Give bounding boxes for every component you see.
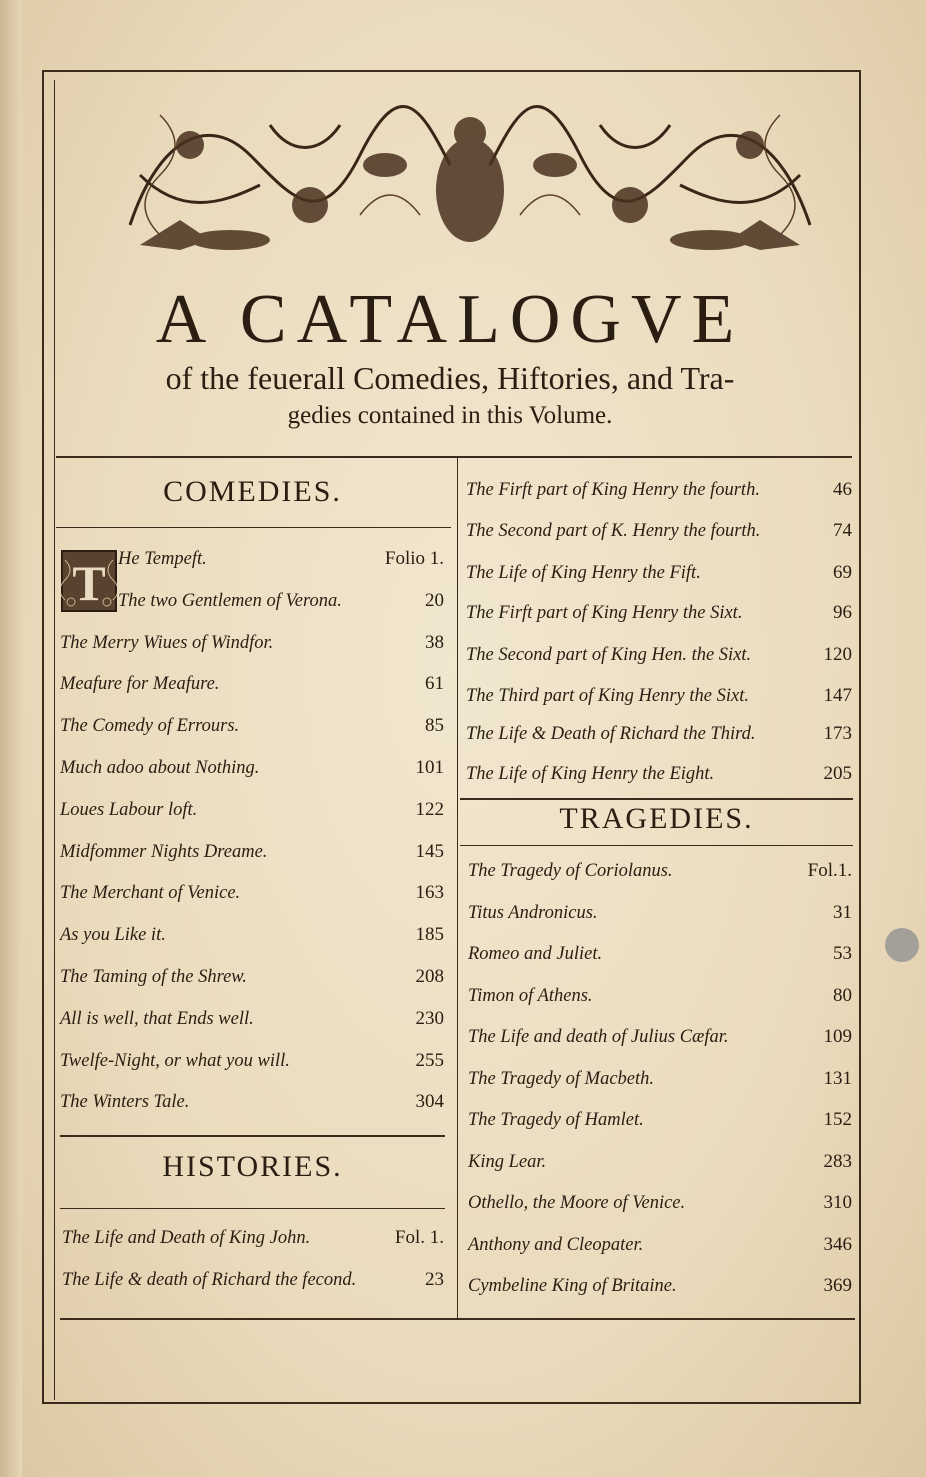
comedies-entry-title: The Merchant of Venice. [60, 883, 241, 904]
comedies-entry-page: Folio 1. [384, 548, 444, 569]
tragedies-entry-page: 53 [833, 943, 852, 964]
comedies-entry-page: 20 [425, 589, 444, 611]
comedies-entry-page: 230 [415, 1007, 444, 1029]
histories-entry-page: 147 [823, 685, 852, 706]
tragedies-entry-title: The Tragedy of Macbeth. [468, 1068, 655, 1089]
comedies-entry-page: 61 [425, 673, 444, 695]
comedies-entry-title: He Tempeft. [118, 549, 207, 569]
tragedies-entry-title: Titus Andronicus. [468, 902, 598, 923]
histories-entry-page: 173 [823, 723, 852, 744]
tragedies-entry-page: 346 [823, 1233, 852, 1255]
comedies-entry-title: Much adoo about Nothing. [60, 758, 260, 778]
tragedies-entry-title: The Tragedy of Hamlet. [468, 1110, 644, 1130]
tragedies-entry-page: 80 [833, 984, 852, 1006]
comedies-entry-page: 101 [415, 757, 444, 778]
histories-entry-title: The Life & Death of Richard the Third. [466, 724, 756, 744]
comedies-entry-title: All is well, that Ends well. [60, 1008, 254, 1029]
tragedies-entry-page: 310 [823, 1192, 852, 1213]
column-divider [457, 458, 458, 1320]
histories-entry-title: The Life & death of Richard the fecond. [62, 1270, 357, 1290]
comedies-entry-title: Loues Labour loft. [60, 799, 198, 820]
histories-entry-title: The Third part of King Henry the Sixt. [466, 686, 749, 706]
histories-entry-page: 46 [833, 479, 852, 500]
rule-under-title [56, 456, 852, 458]
comedies-entry-title: Midfommer Nights Dreame. [60, 841, 268, 862]
histories-entry-page: 23 [425, 1269, 444, 1290]
tragedies-entry-page: 31 [833, 901, 852, 923]
comedies-entry-title: As you Like it. [60, 925, 166, 946]
histories-entry-page: 69 [833, 562, 852, 583]
tragedies-entry-title: Anthony and Cleopater. [468, 1234, 644, 1255]
comedies-entry-page: 145 [415, 840, 444, 862]
rule-under-comedies-head [56, 527, 451, 528]
tragedies-entry-page: 369 [823, 1275, 852, 1296]
comedies-entry-page: 163 [415, 882, 444, 904]
comedies-entry-page: 185 [415, 924, 444, 946]
histories-entry-title: The Life and Death of King John. [62, 1228, 311, 1248]
subtitle-line-1: of the feuerall Comedies, Hiftories, and Tra- [165, 360, 735, 396]
comedies-entry-title: The Merry Wiues of Windfor. [60, 632, 274, 653]
page-gutter [0, 0, 22, 1477]
histories-entry-title: The Second part of King Hen. the Sixt. [466, 645, 752, 665]
comedies-entry-title: Meafure for Meafure. [60, 674, 220, 695]
histories-entry-page: Fol. 1. [394, 1227, 444, 1248]
histories-heading: HISTORIES. [162, 1150, 343, 1183]
decorated-initial-t [61, 550, 117, 612]
comedies-entry-title: The Winters Tale. [60, 1092, 190, 1113]
tragedies-entry-title: Othello, the Moore of Venice. [468, 1193, 686, 1213]
comedies-entry-page: 122 [415, 798, 444, 820]
subtitle-line-2: gedies contained in this Volume. [287, 402, 613, 429]
comedies-entry-page: 208 [415, 966, 444, 987]
histories-entry-page: 96 [833, 602, 852, 623]
rule-under-histories-head [60, 1208, 445, 1209]
comedies-entry-page: 255 [415, 1049, 444, 1071]
tragedies-entry-title: Timon of Athens. [468, 985, 593, 1006]
histories-entry-page: 120 [823, 644, 852, 665]
tragedies-entry-page: 283 [823, 1150, 852, 1172]
histories-entry-title: The Life of King Henry the Eight. [466, 764, 715, 784]
tragedies-entry-page: 152 [823, 1109, 852, 1130]
histories-entry-title: The Firft part of King Henry the fourth. [466, 480, 760, 500]
tragedies-entry-title: King Lear. [468, 1151, 547, 1172]
page-title: A CATALOGVE [155, 281, 745, 358]
tragedies-entry-page: 109 [823, 1026, 852, 1047]
tragedies-entry-page: 131 [823, 1067, 852, 1089]
comedies-entry-title: The Taming of the Shrew. [60, 967, 247, 987]
comedies-heading: COMEDIES. [163, 475, 342, 508]
comedies-entry-page: 38 [425, 631, 444, 653]
histories-entry-title: The Firft part of King Henry the Sixt. [466, 603, 743, 623]
tragedies-heading: TRAGEDIES. [559, 802, 754, 835]
rule-under-tragedies-head [460, 845, 853, 846]
tragedies-entry-title: Cymbeline King of Britaine. [468, 1276, 677, 1296]
rule-above-tragedies [460, 798, 853, 800]
comedies-entry-page: 304 [415, 1091, 444, 1113]
comedies-entry-title: Twelfe-Night, or what you will. [60, 1050, 290, 1071]
comedies-entry-title: The Comedy of Errours. [60, 716, 240, 737]
ornamental-headpiece [120, 95, 820, 263]
scroll-indicator-dot[interactable] [885, 928, 919, 962]
tragedies-entry-page: Fol.1. [807, 860, 852, 881]
histories-entry-title: The Second part of K. Henry the fourth. [466, 521, 761, 541]
tragedies-entry-title: The Life and death of Julius Cæfar. [468, 1027, 729, 1047]
histories-entry-page: 74 [833, 520, 852, 541]
comedies-entry-title: The two Gentlemen of Verona. [118, 590, 342, 611]
svg-text:T: T [72, 555, 106, 611]
tragedies-entry-title: Romeo and Juliet. [468, 944, 603, 964]
comedies-entry-page: 85 [425, 715, 444, 737]
rule-above-histories [60, 1135, 445, 1137]
tragedies-entry-title: The Tragedy of Coriolanus. [468, 861, 673, 881]
histories-entry-page: 205 [823, 763, 852, 784]
histories-entry-title: The Life of King Henry the Fift. [466, 563, 701, 583]
